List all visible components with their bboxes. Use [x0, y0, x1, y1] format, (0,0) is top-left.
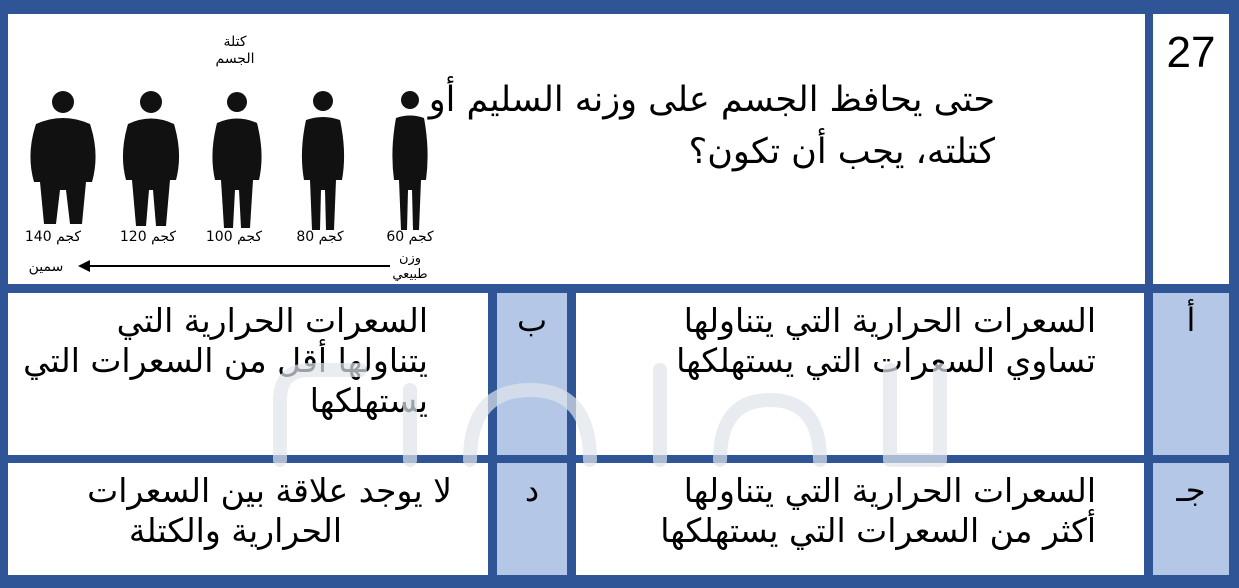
option-c-letter[interactable]: جـ [1153, 463, 1229, 575]
arrow-end-label: سمين [28, 259, 64, 275]
silhouette-140 [30, 91, 95, 224]
option-d-line1: لا يوجد علاقة بين السعرات [87, 471, 452, 510]
body-mass-figure [8, 14, 468, 284]
option-a-line1: السعرات الحرارية التي يتناولها [683, 301, 1096, 340]
silhouette-60 [392, 91, 427, 230]
question-text-line2: كتلته، يجب أن تكون؟ [688, 132, 995, 172]
option-d-line2: الحرارية والكتلة [128, 511, 342, 550]
option-b-line3: يستهلكها [309, 381, 428, 420]
arrow-start-label-line2: طبيعي [392, 267, 428, 282]
option-a-letter[interactable]: أ [1153, 293, 1229, 455]
option-b-text[interactable] [8, 293, 488, 455]
option-a-text[interactable] [576, 293, 1144, 455]
option-b-line2: يتناولها أقل من السعرات التي [23, 341, 428, 380]
option-c-text[interactable] [576, 463, 1144, 575]
option-d-text[interactable] [8, 463, 488, 575]
mass-label-140: كجم 140 [24, 229, 82, 245]
mass-label-60: كجم 60 [386, 229, 434, 245]
silhouette-100 [212, 92, 261, 228]
question-cell [8, 14, 1145, 284]
mass-label-100: كجم 100 [205, 229, 263, 245]
figure-title-line1: كتلة [223, 34, 247, 50]
arrow-start-label-line1: وزن [398, 251, 422, 266]
silhouette-120 [123, 91, 179, 226]
option-d-letter[interactable]: د [497, 463, 567, 575]
question-text-line1: حتى يحافظ الجسم على وزنه السليم أو [428, 80, 995, 120]
arrow-head-icon [78, 260, 90, 272]
mass-label-120: كجم 120 [119, 229, 177, 245]
option-a-line2: تساوي السعرات التي يستهلكها [676, 341, 1096, 380]
option-c-line1: السعرات الحرارية التي يتناولها [683, 471, 1096, 510]
silhouette-80 [302, 91, 344, 230]
option-b-line1: السعرات الحرارية التي [116, 301, 428, 340]
option-c-line2: أكثر من السعرات التي يستهلكها [660, 511, 1096, 550]
mass-label-80: كجم 80 [296, 229, 344, 245]
question-number: 27 [1153, 14, 1229, 284]
option-b-letter[interactable]: ب [497, 293, 567, 455]
figure-title-line2: الجسم [215, 51, 255, 67]
